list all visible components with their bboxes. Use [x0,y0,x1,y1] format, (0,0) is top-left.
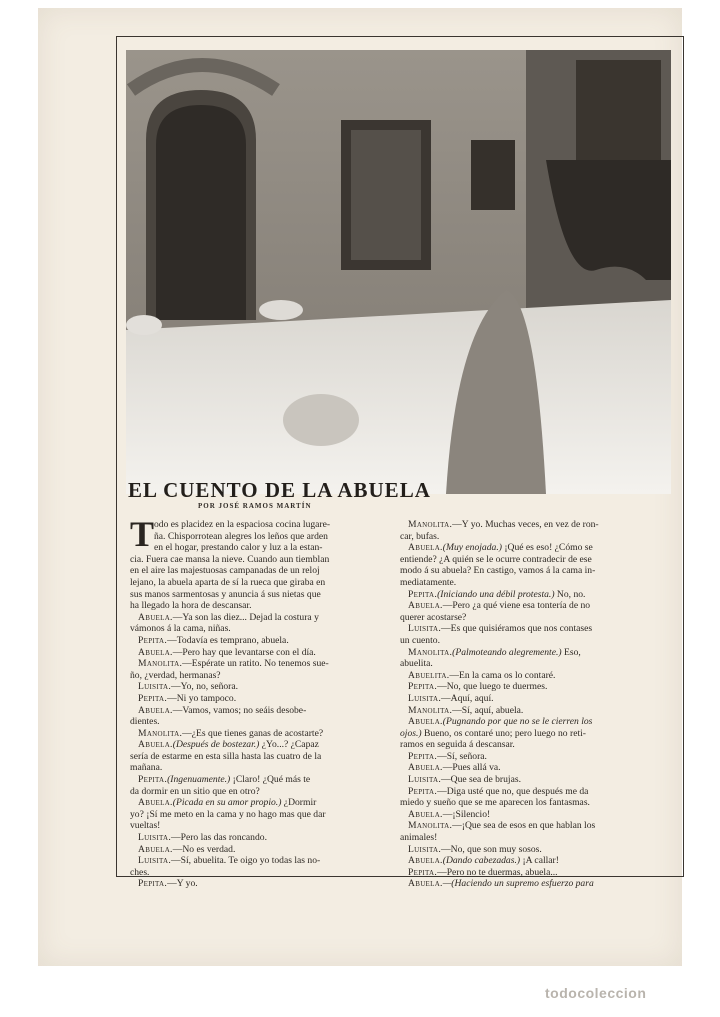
dialogue-line [130,878,398,890]
dialogue-line [400,635,668,647]
speaker-name: Luisita. [408,774,442,786]
dialogue-line [130,797,398,809]
dialogue-text: —Pero las das roncando. [171,832,267,844]
dialogue-line [400,797,668,809]
dialogue-text: —Espérate un ratito. No tenemos sue- [182,658,329,670]
dialogue-text: sería de estarme en esta silla hasta las cuatro de la [130,750,322,762]
dialogue-text: —Sí, aquí, abuela. [452,704,524,716]
dialogue-line [400,600,668,612]
dialogue-line [400,774,668,786]
dialogue-line [130,809,398,821]
dialogue-left [130,612,398,890]
speaker-name: Abuela. [138,704,173,716]
dialogue-line [400,855,668,867]
dialogue-line [130,751,398,763]
dialogue-text: —¡Silencio! [442,808,491,820]
dialogue-text: abuelita. [400,658,433,670]
intro-line: ha llegado la hora de descansar. [130,600,252,612]
dialogue-line [400,623,668,635]
speaker-name: Manolita. [408,646,453,658]
dialogue-text: —Vamos, vamos; no seáis desobe- [172,704,307,716]
dialogue-text: —Ya son las diez... Dejad la costura y [172,611,319,623]
speaker-name: Abuela. [138,646,173,658]
dialogue-line [130,647,398,659]
speaker-name: Pepita. [138,692,168,704]
intro-line: ña. Chisporrotean alegres los leños que arden [154,530,328,542]
stage-direction: (Ingenuamente.) [167,774,231,786]
dialogue-text: —No es verdad. [172,843,236,855]
dialogue-text: No, no. [554,588,586,600]
dialogue-line [130,867,398,879]
snowy-street-photo [126,50,671,494]
stage-direction: (Iniciando una débil protesta.) [437,588,555,600]
speaker-name: Abuela. [408,716,443,728]
dialogue-text: ¿Yo...? ¿Capaz [259,739,319,751]
dialogue-line [400,832,668,844]
dialogue-line [400,739,668,751]
dialogue-line [400,612,668,624]
dialogue-line [130,670,398,682]
dialogue-text: —Sí, abuelita. Te oigo yo todas las no- [171,855,321,867]
dialogue-line [130,658,398,670]
speaker-name: Luisita. [408,692,442,704]
speaker-name: Manolita. [138,658,183,670]
speaker-name: Pepita. [138,774,168,786]
stage-direction: (Picada en su amor propio.) [172,797,282,809]
dialogue-text: —Yo, no, señora. [171,681,239,693]
dialogue-line [400,820,668,832]
dialogue-text: —Diga usté que no, que después me da [437,785,589,797]
dialogue-line [130,762,398,774]
speaker-name: Abuela. [138,611,173,623]
dialogue-line [400,647,668,659]
dialogue-line [130,728,398,740]
byline: POR JOSÉ RAMOS MARTÍN [198,502,312,510]
dialogue-text: dientes. [130,716,160,728]
article-title: EL CUENTO DE LA ABUELA [128,478,431,502]
dialogue-line [400,519,668,531]
speaker-name: Luisita. [138,855,172,867]
dialogue-text: —No, que luego te duermes. [437,681,548,693]
dialogue-line [400,716,668,728]
intro-line: cia. Fuera cae mansa la nieve. Cuando aun tiemblan [130,553,330,565]
dialogue-line [400,844,668,856]
dialogue-line [400,786,668,798]
dialogue-line [130,635,398,647]
stage-direction: (Pugnando por que no se le cierren los [442,716,593,728]
dialogue-line [400,705,668,717]
dialogue-text: Eso, [561,646,581,658]
intro-line: en el hogar, prestando calor y luz a la estan- [154,542,323,554]
speaker-name: Abuela. [408,878,443,890]
left-column [130,514,398,890]
dialogue-line [400,762,668,774]
speaker-name: Abuela. [138,797,173,809]
dialogue-text: miedo y sueño que se me aparecen los fantasmas. [400,797,590,809]
intro-line: lejano, la abuela aparta de sí la rueca que giraba en [130,576,326,588]
dialogue-line [130,774,398,786]
dialogue-text: ches. [130,866,150,878]
speaker-name: Manolita. [408,519,453,530]
dialogue-line [400,554,668,566]
speaker-name: Pepita. [138,634,168,646]
dialogue-text: yo? ¡Sí me meto en la cama y no hago mas que dar [130,808,326,820]
dialogue-text: —Pues allá va. [442,762,501,774]
dialogue-line [400,542,668,554]
speaker-name: Pepita. [408,866,438,878]
speaker-name: Abuela. [138,739,173,751]
speaker-name: Luisita. [138,681,172,693]
speaker-name: Abuela. [408,762,443,774]
drop-cap: T [130,514,155,554]
dialogue-right [400,519,668,890]
stage-direction: ojos.) [400,727,422,739]
dialogue-text: —Pero hay que levantarse con el día. [172,646,316,658]
dialogue-line [130,612,398,624]
speaker-name: Pepita. [408,750,438,762]
speaker-name: Pepita. [138,878,168,890]
stage-direction: —(Haciendo un supremo esfuerzo para [442,878,594,890]
dialogue-text: da dormir en un sitio que en otro? [130,785,260,797]
dialogue-line [130,693,398,705]
dialogue-line [130,681,398,693]
dialogue-text: —En la cama os lo contaré. [449,669,556,681]
dialogue-text: —Pero no te duermas, abuela... [437,866,558,878]
stage-direction: (Dando cabezadas.) [442,855,521,867]
intro-line: sus manos sarmentosas y anuncia á sus nietas que [130,588,321,600]
dialogue-text: car, bufas. [400,530,440,542]
dialogue-line [130,739,398,751]
dialogue-text: entiende? ¿A quién se le ocurre contradecir de ese [400,553,592,565]
dialogue-text: ¡Qué es eso! ¿Cómo se [501,542,593,554]
dialogue-text: —Y yo. [167,878,198,890]
speaker-name: Pepita. [408,785,438,797]
dialogue-text: Bueno, os contaré uno; pero luego no reti- [421,727,586,739]
dialogue-text: mediatamente. [400,576,457,588]
stage-direction: (Palmoteando alegremente.) [452,646,562,658]
dialogue-text: ño, ¿verdad, hermanas? [130,669,221,681]
dialogue-text: —Sí, señora. [437,750,487,762]
dialogue-text: —¿Es que tienes ganas de acostarte? [182,727,324,739]
stage-direction: (Muy enojada.) [442,542,502,554]
dialogue-line [130,844,398,856]
speaker-name: Manolita. [408,820,453,832]
dialogue-line [400,577,668,589]
speaker-name: Luisita. [408,623,442,635]
dialogue-line [130,855,398,867]
dialogue-text: ¡Claro! ¿Qué más te [230,774,311,786]
dialogue-text: —No, que son muy sosos. [441,843,542,855]
dialogue-text: querer acostarse? [400,611,467,623]
dialogue-text: —Es que quisiéramos que nos contases [441,623,593,635]
dialogue-line [400,589,668,601]
dialogue-text: —Y yo. Muchas veces, en vez de ron- [452,519,599,530]
speaker-name: Luisita. [138,832,172,844]
speaker-name: Abuela. [408,600,443,612]
speaker-name: Pepita. [408,681,438,693]
speaker-name: Pepita. [408,588,438,600]
dialogue-text: —¡Que sea de esos en que hablan los [452,820,596,832]
intro-paragraph [130,514,398,612]
dialogue-line [130,786,398,798]
dialogue-line [400,681,668,693]
dialogue-text: —Ni yo tampoco. [167,692,237,704]
stage-direction: (Después de bostezar.) [172,739,260,751]
dialogue-text: —Aquí, aquí. [441,692,494,704]
dialogue-text: vámonos á la cama, niñas. [130,623,231,635]
dialogue-text: —Pero ¿a qué viene esa tontería de no [442,600,591,612]
dialogue-line [130,716,398,728]
intro-line: odo es placidez en la espaciosa cocina lugare- [154,519,331,530]
dialogue-line [400,728,668,740]
dialogue-text: vueltas! [130,820,161,832]
dialogue-line [400,670,668,682]
dialogue-line [130,832,398,844]
speaker-name: Abuelita. [408,669,450,681]
dialogue-text: —Que sea de brujas. [441,774,521,786]
speaker-name: Abuela. [408,542,443,554]
intro-line: en el aire las majestuosas campanadas de un reloj [130,565,320,577]
dialogue-text: —Todavía es temprano, abuela. [167,634,289,646]
speaker-name: Manolita. [408,704,453,716]
dialogue-line [130,705,398,717]
dialogue-line [400,693,668,705]
dialogue-line [400,867,668,879]
dialogue-text: ¡A callar! [520,855,559,867]
dialogue-text: animales! [400,832,438,844]
dialogue-line [400,878,668,890]
speaker-name: Luisita. [408,843,442,855]
right-column [400,519,668,890]
dialogue-line [130,623,398,635]
speaker-name: Abuela. [408,855,443,867]
speaker-name: Abuela. [138,843,173,855]
dialogue-line [400,751,668,763]
dialogue-text: ramos en seguida á descansar. [400,739,515,751]
dialogue-text: un cuento. [400,634,440,646]
dialogue-line [400,809,668,821]
dialogue-text: ¿Dormir [281,797,317,809]
dialogue-line [400,531,668,543]
dialogue-line [400,658,668,670]
dialogue-text: mañana. [130,762,163,774]
dialogue-line [400,565,668,577]
dialogue-line [130,820,398,832]
speaker-name: Abuela. [408,808,443,820]
dialogue-text: modo á su abuela? En castigo, vamos á la cama in- [400,565,596,577]
speaker-name: Manolita. [138,727,183,739]
watermark: todocoleccion [545,985,647,1001]
